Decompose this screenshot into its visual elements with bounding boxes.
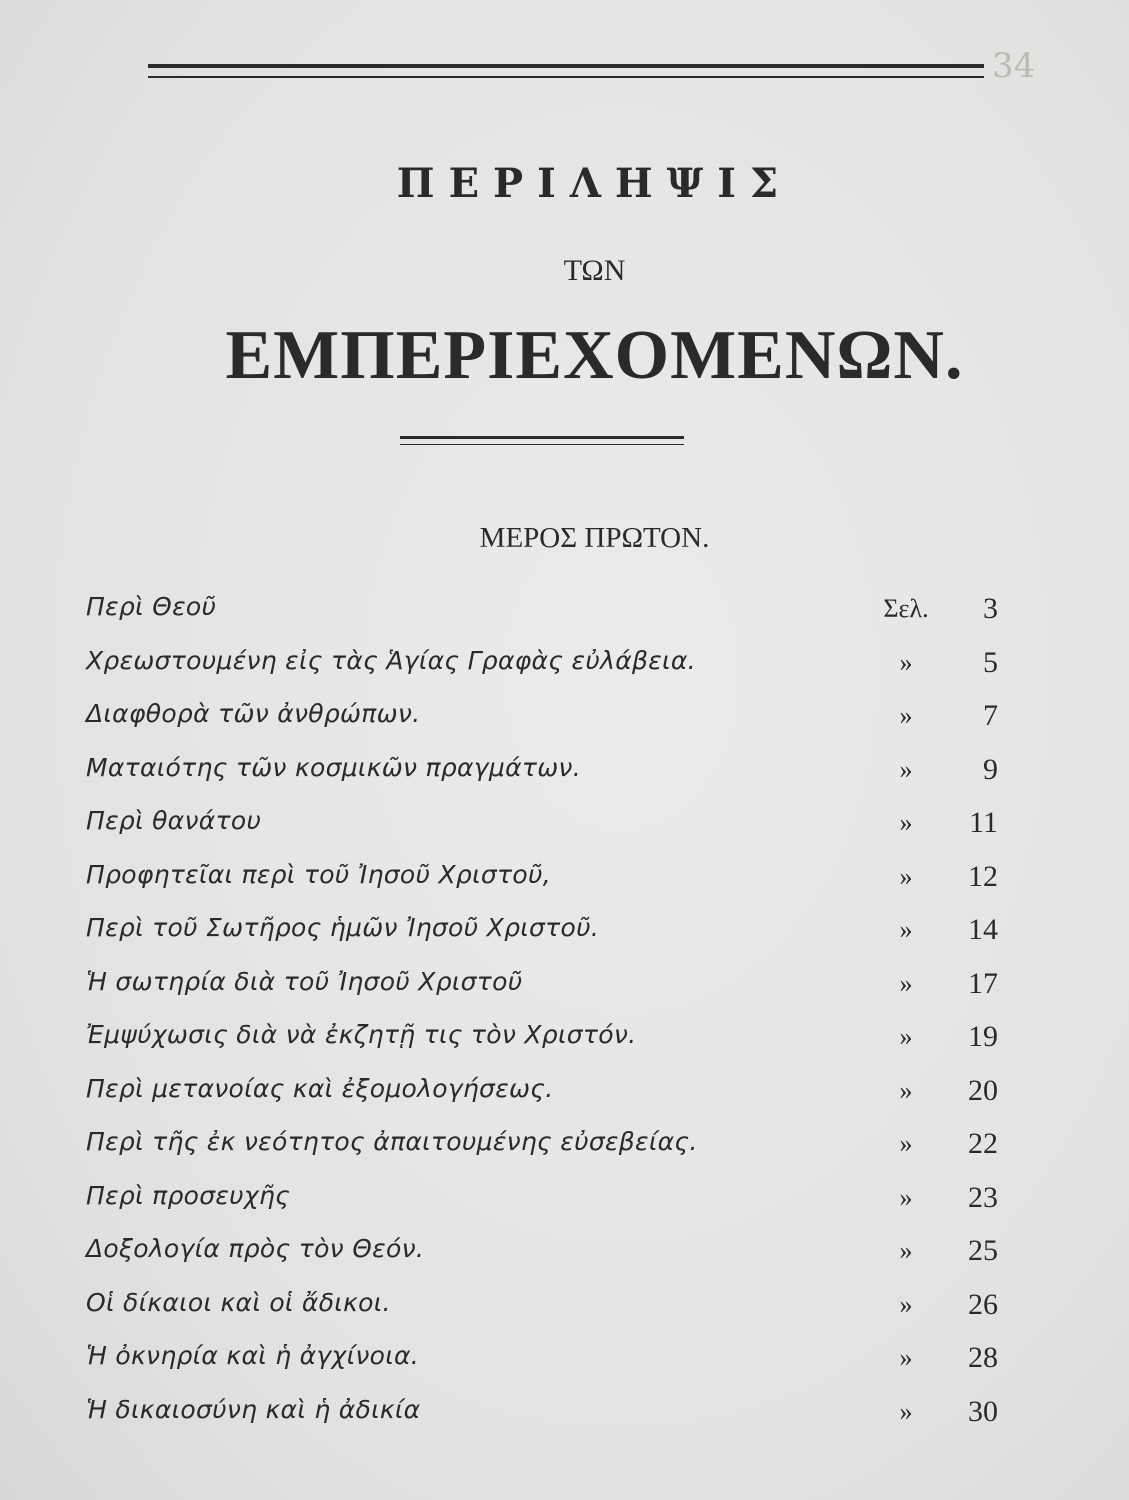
page-corner-number: 34: [992, 46, 1036, 86]
toc-entry-mark: »: [899, 1236, 913, 1265]
toc-entry-page: 26: [968, 1287, 998, 1321]
toc-entry: [86, 806, 998, 860]
toc-entry-page: 25: [968, 1234, 998, 1267]
toc-entry: [86, 646, 998, 700]
toc-entry-page: 28: [968, 1341, 998, 1374]
toc-entry: [86, 1127, 998, 1181]
toc-entry-mark: »: [899, 1343, 913, 1372]
toc-entry-title: Διαφθορὰ τῶν ἀνθρώπων.: [86, 699, 421, 728]
toc-entry-title: Περὶ μετανοίας καὶ ἐξομολογήσεως.: [86, 1073, 554, 1103]
toc-entry-mark: »: [899, 1182, 913, 1212]
toc-entry-title: Χρεωστουμένη εἰς τὰς Ἁγίας Γραφὰς εὐλάβεια.: [86, 645, 696, 675]
ornamental-rule: [400, 436, 684, 445]
page-heading: ΕΜΠΕΡΙΕΧΟΜΕΝΩΝ.: [225, 317, 964, 394]
toc-entry: [86, 753, 998, 807]
toc-entry-mark: »: [899, 1075, 913, 1105]
toc-entry: [86, 1181, 998, 1235]
toc-entry-title: Περὶ Θεοῦ: [86, 592, 217, 621]
toc-entry-title: Περὶ θανάτου: [86, 806, 262, 835]
toc-entry-title: Περὶ προσευχῆς: [86, 1180, 291, 1210]
toc-entry-page: 30: [968, 1394, 998, 1428]
page-subtitle: ΤΩΝ: [563, 254, 626, 287]
toc-entry-mark: »: [899, 647, 913, 677]
toc-entry: [86, 1288, 998, 1342]
toc-entry: [86, 1395, 998, 1449]
page-title: ΠΕΡΙΛΗΨΙΣ: [396, 160, 793, 207]
toc-entry-title: Ἡ σωτηρία διὰ τοῦ Ἰησοῦ Χριστοῦ: [86, 966, 523, 996]
toc-entry-mark: »: [899, 1396, 913, 1426]
table-of-contents: [86, 592, 998, 1448]
toc-entry: [86, 699, 998, 753]
toc-entry: [86, 1341, 998, 1395]
toc-entry-title: Ἡ δικαιοσύνη καὶ ἡ ἀδικία: [86, 1394, 421, 1424]
toc-entry: [86, 1074, 998, 1128]
toc-entry-page: 19: [968, 1020, 998, 1053]
toc-entry-title: Ματαιότης τῶν κοσμικῶν πραγμάτων.: [86, 752, 581, 782]
toc-entry-page: 11: [969, 806, 998, 839]
toc-entry-mark: »: [899, 968, 913, 998]
toc-entry: [86, 967, 998, 1021]
toc-entry-page: 22: [968, 1127, 998, 1160]
toc-entry-mark: »: [899, 861, 913, 891]
toc-entry-page: 23: [968, 1180, 998, 1214]
toc-entry-mark: »: [899, 1022, 913, 1051]
toc-entry-page: 20: [968, 1073, 998, 1107]
toc-entry: [86, 1020, 998, 1074]
toc-entry-page: 12: [968, 859, 998, 893]
toc-entry: [86, 913, 998, 967]
toc-entry-title: Περὶ τῆς ἐκ νεότητος ἀπαιτουμένης εὐσεβείας.: [86, 1127, 698, 1156]
toc-entry-mark: »: [899, 915, 913, 944]
toc-entry-title: Δοξολογία πρὸς τὸν Θεόν.: [86, 1234, 425, 1263]
toc-entry-page: 9: [983, 752, 998, 786]
toc-entry-title: Προφητεῖαι περὶ τοῦ Ἰησοῦ Χριστοῦ,: [86, 859, 551, 889]
toc-entry-page: 3: [983, 592, 998, 625]
toc-entry-page: 17: [968, 966, 998, 1000]
part-label: ΜΕΡΟΣ ΠΡΩΤΟΝ.: [479, 522, 710, 554]
toc-entry: [86, 1234, 998, 1288]
toc-entry-mark: »: [899, 1129, 913, 1158]
toc-entry-title: Ἐμψύχωσις διὰ νὰ ἐκζητῇ τις τὸν Χριστόν.: [86, 1020, 637, 1049]
toc-entry-title: Οἱ δίκαιοι καὶ οἱ ἄδικοι.: [86, 1287, 391, 1317]
toc-entry-page: 5: [983, 645, 998, 679]
toc-entry-page: 14: [968, 913, 998, 946]
toc-entry-mark: »: [899, 808, 913, 837]
toc-entry-title: Περὶ τοῦ Σωτῆρος ἡμῶν Ἰησοῦ Χριστοῦ.: [86, 913, 600, 942]
toc-entry: [86, 860, 998, 914]
toc-entry-page: 7: [983, 699, 998, 732]
top-double-rule: [148, 64, 984, 78]
toc-entry-mark: Σελ.: [883, 594, 929, 623]
toc-entry-title: Ἡ ὀκνηρία καὶ ἡ ἀγχίνοια.: [86, 1341, 420, 1370]
toc-entry-mark: »: [899, 1289, 913, 1319]
toc-entry-mark: »: [899, 701, 913, 730]
toc-entry: [86, 592, 998, 646]
toc-entry-mark: »: [899, 754, 913, 784]
